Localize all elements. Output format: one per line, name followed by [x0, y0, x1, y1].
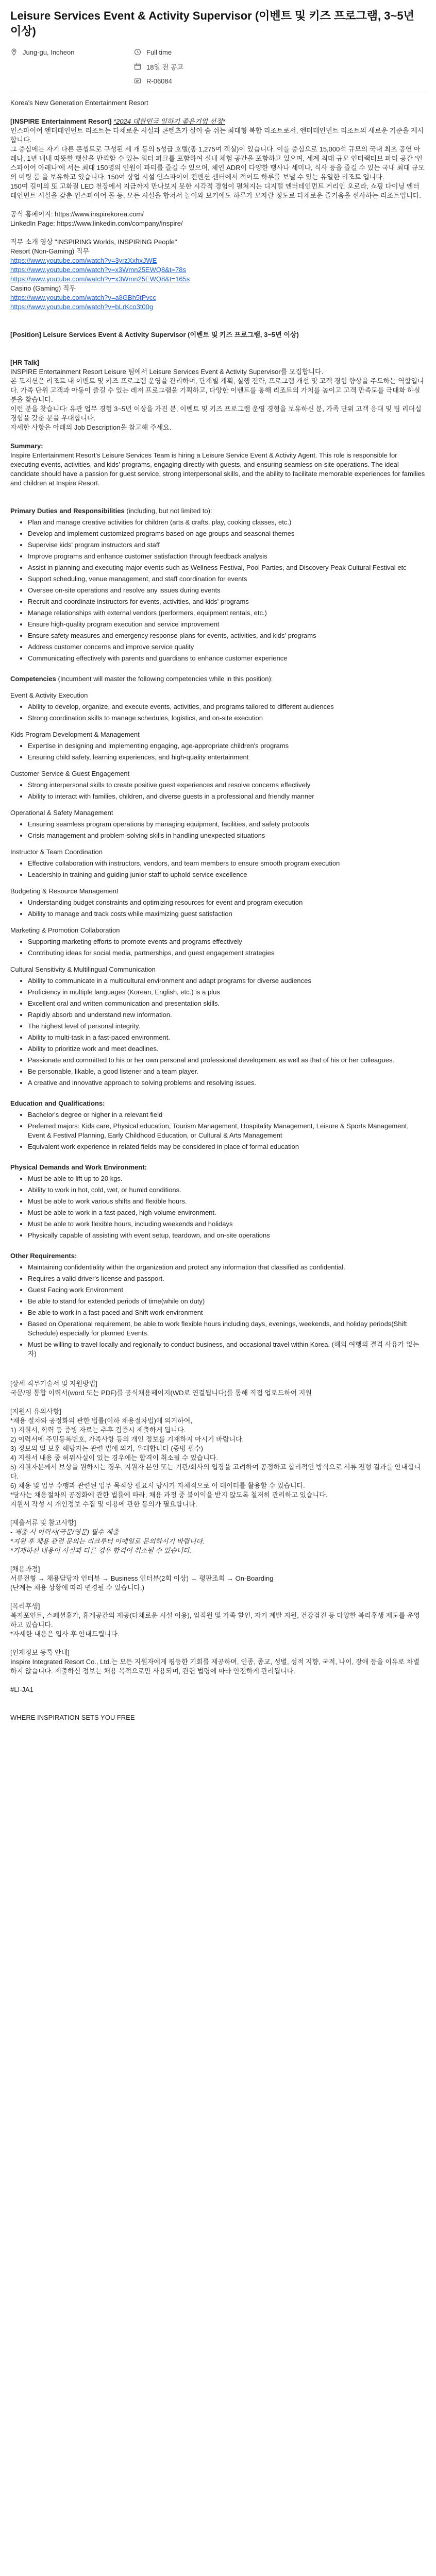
competency-groups: [10, 691, 426, 1088]
duty-item: • Plan and manage creative activities for children (arts & crafts, play, cooking classes, etc.): [28, 518, 426, 527]
posted-text: 18일 전 공고: [146, 63, 183, 71]
duties-heading-bold: Primary Duties and Responsibilities: [10, 507, 125, 515]
duty-item: • Recruit and coordinate instructors for events, activities, and kids' programs: [28, 597, 426, 606]
physical-list: [10, 1174, 426, 1240]
summary-heading: Summary:: [10, 442, 43, 450]
inspire-heading-award: *2024 대한민국 일하기 좋은기업 선정*: [113, 117, 225, 125]
employment-type-row: [134, 47, 183, 57]
duty-item: • Ensure safety measures and emergency response plans for events, activities, and kids' programs: [28, 631, 426, 640]
competency-item: • Excellent oral and written communication and presentation skills.: [28, 999, 426, 1008]
competency-item: • Crisis management and problem-solving skills in handling unexpected situations: [28, 831, 426, 840]
duty-item: • Develop and implement customized programs based on age groups and seasonal themes: [28, 529, 426, 538]
competency-item: • Leadership in training and guiding junior staff to uphold service excellence: [28, 870, 426, 879]
education-heading: Education and Qualifications:: [10, 1099, 105, 1107]
casino-video-link[interactable]: https://www.youtube.com/watch?v=a8GBh5tPvcc: [10, 294, 156, 301]
process-heading: [채용과정]: [10, 1565, 40, 1573]
duty-item: • Communicating effectively with parents and guardians to enhance customer experience: [28, 654, 426, 663]
competency-item: • Supporting marketing efforts to promote events and programs effectively: [28, 937, 426, 946]
other-requirement-item: • Based on Operational requirement, be able to work flexible hours including days, evenings, weekends, and holiday periods(Shift Schedule) especially for planned Events.: [28, 1319, 426, 1338]
id-badge-icon: [134, 77, 141, 84]
other-requirement-item: • Guest Facing work Environment: [28, 1285, 426, 1295]
physical-item: • Ability to work in hot, cold, wet, or humid conditions.: [28, 1185, 426, 1195]
competency-item: • Passionate and committed to his or her own personal and professional development as well as that of his or her colleagues.: [28, 1056, 426, 1065]
education-list: [10, 1110, 426, 1151]
duties-list: [10, 518, 426, 663]
resort-label: Resort (Non-Gaming) 직무: [10, 247, 89, 255]
competency-item: • Expertise in designing and implementing engaging, age-appropriate children's programs: [28, 741, 426, 751]
documents-heading: [제출서류 및 참고사항]: [10, 1519, 76, 1527]
competency-item: • Ability to develop, organize, and execute events, activities, and programs tailored to different audiences: [28, 702, 426, 711]
competency-group-title: Cultural Sensitivity & Multilingual Communication: [10, 965, 156, 973]
competencies-heading-suffix: (Incumbent will master the following competencies while in this position):: [56, 675, 273, 683]
competency-list: [10, 976, 426, 1088]
posted-row: [134, 62, 183, 71]
competency-list: [10, 781, 426, 801]
competency-item: • Ability to communicate in a multicultural environment and adapt programs for diverse audiences: [28, 976, 426, 986]
competency-item: • Effective collaboration with instructors, vendors, and team members to ensure smooth program execution: [28, 859, 426, 868]
job-header: [0, 0, 436, 86]
benefits-body: 복지포인트, 스페셜휴가, 휴게공간의 제공(다채로운 시설 이용), 임직원 및 가족 할인, 자기 계발 지원, 건강검진 등 다양한 복리후생 제도를 운영하고 있습니다. *자세한 내용은 입사 후 안내드립니다.: [10, 1612, 420, 1638]
privacy-body: Inspire Integrated Resort Co., Ltd.는 모든 지원자에게 평등한 기회를 제공하며, 인종, 종교, 성별, 성적 지향, 국적, 나이, 장애 등을 이유로 차별하지 않습니다. 제출하신 정보는 채용 목적으로만 사용되며, 관련 법령에 따라 안전하게 관리됩니다.: [10, 1658, 420, 1675]
physical-item: • Must be able to work various shifts and flexible hours.: [28, 1197, 426, 1206]
footer-slogan: WHERE INSPIRATION SETS YOU FREE: [10, 1714, 135, 1721]
duty-item: • Manage relationships with external vendors (performers, equipment rentals, etc.): [28, 608, 426, 618]
physical-item: • Must be able to work in a fast-paced, high-volume environment.: [28, 1208, 426, 1217]
other-requirement-item: • Be able to stand for extended periods of time(while on duty): [28, 1297, 426, 1306]
duty-item: • Supervise kids' program instructors and staff: [28, 540, 426, 550]
other-heading: Other Requirements:: [10, 1252, 77, 1260]
inspire-body: 인스파이어 엔터테인먼트 리조트는 다채로운 시설과 콘텐츠가 살아 숨 쉬는 최대형 복합 리조트로서, 엔터테인먼트 리조트의 새로운 기준을 제시합니다. 그 중심에는 자기 다른 콘셉트로 구성된 세 개 동의 5성급 호텔(총 1,275여 객실)이 있습니다. 이를 중심으로 15,000석 규모의 국내 최초 공연 아레나, 1년 내내 따뜻한 햇살을 만끽할 수 있는 워터 파크를 포함하여 실내 체험 공간을 포함하고 있으며, 세계 최대 규모 인터랙티브 파티 공간 '인스파이어 아레나'에 서는 최대 150명의 인원이 파티를 즐길 수 있으며, 체인 ADR이 다양한 행사나 세미나, 식사 등을 즐길 수 있는 국내 최대 규모의 미팅 룸 을 보유하고 있습니다. 150여 상업 시설 인스파이어 컨벤션 센터에서 적어도 하루를 보낼 수 있는 유일한 리조트 입니다.: [10, 127, 425, 181]
physical-item: • Must be able to lift up to 20 kgs.: [28, 1174, 426, 1183]
competency-group-title: Event & Activity Execution: [10, 691, 88, 699]
competency-item: • Ensuring child safety, learning experiences, and high-quality entertainment: [28, 753, 426, 762]
apply-heading: [상세 직무기술서 및 지원방법]: [10, 1380, 97, 1387]
duty-item: • Support scheduling, venue management, and staff coordination for events: [28, 574, 426, 584]
notice-body: *채용 절차와 공정화의 관한 법률(이하 채용절차법)에 의거하여, 1) 지원서, 학력 등 증빙 자료는 추후 검증시 제출하게 됩니다. 2) 이력서에 주민등록번호, 가족사항 등의 개인 정보를 기재하지 마시기 바랍니다. 3) 정보의 및 보훈 해당자는 관련 법에 의거, 우대합니다 (증빙 필수) 4) 지원서 내용 중 허위사실이 있는 경우에는 합격이 취소될 수 있습니다. 5) 지원자분께서 보상을 원하시는 경우, 지원자 본인 또는 기관/회사의 입장을 고려하여 공정하고 합리적인 방식으로 서류 전형 결과를 안내합니다. 6) 채용 및 업무 수행과 관련된 업무 목적상 필요시 당사가 자체적으로 이 데이터를 활용할 수 있습니다. *당사는 채용절차의 공정화에 관한 법률에 따라, 채용 과정 중 불이익을 받지 않도록 철저히 관리하고 있습니다. 지원서 작성 시 개인정보 수집 및 이용에 관한 동의가 필요합니다.: [10, 1417, 421, 1508]
duties-heading: [10, 506, 426, 516]
competency-list: [10, 859, 426, 879]
process-body: 서류전형 → 채용담당자 인터뷰 → Business 인터뷰(2회 이상) → 평판조회 → On-Boarding (단계는 채용 상황에 따라 변경될 수 있습니다.): [10, 1574, 274, 1591]
employment-type-text: Full time: [146, 48, 172, 56]
competency-list: [10, 898, 426, 919]
physical-item: • Physically capable of assisting with event setup, teardown, and on-site operations: [28, 1231, 426, 1240]
hr-talk-body: INSPIRE Entertainment Resort Leisure 팀에서 Leisure Services Event & Activity Supervisor를 모집합니다. 본 포지션은 리조트 내 이벤트 및 키즈 프로그램 운영을 관리하며, 단계별 계획, 실행 전략, 프로그램 개선 및 고객 경험 향상을 주도하는 역할입니다. 가족 단위 고객과 아동이 즐길 수 있는 레저 프로그램을 기획하고, 다양한 이벤트를 통해 리조트의 가치를 높이고 고객 만족도를 극대화 하실 분을 찾습니다. 이런 분을 찾습니다: 유관 업무 경험 3~5년 이상을 가진 분, 이벤트 및 키즈 프로그램 운영 경험을 보유하신 분, 가족 단위 고객 응대 및 팀 리더십 경험을 갖춘 분을 우대합니다. 자세한 사항은 아래의 Job Description을 참고해 주세요.: [10, 368, 424, 431]
competencies-heading-bold: Competencies: [10, 675, 56, 683]
homepage-link[interactable]: 공식 홈페이지: https://www.inspirekorea.com/: [10, 210, 144, 218]
competency-group-title: Marketing & Promotion Collaboration: [10, 926, 120, 934]
other-requirement-item: • Must be willing to travel locally and regionally to conduct business, and occasional travel within Korea. (해외 여행의 결격 사유가 없는 자): [28, 1340, 426, 1359]
competency-list: [10, 937, 426, 958]
hashtag: #LI-JA1: [10, 1686, 33, 1693]
other-requirement-item: • Requires a valid driver's license and passport.: [28, 1274, 426, 1283]
clock-icon: [134, 48, 141, 56]
location-text: Jung-gu, Incheon: [23, 48, 75, 56]
meta-column-left: [10, 47, 134, 86]
job-title: Leisure Services Event & Activity Supervisor (이벤트 및 키즈 프로그램, 3~5년 이상): [10, 9, 414, 38]
physical-heading: Physical Demands and Work Environment:: [10, 1163, 147, 1171]
education-item: • Equivalent work experience in related fields may be considered in place of formal education: [28, 1142, 426, 1151]
physical-item: • Must be able to work flexible hours, including weekends and holidays: [28, 1219, 426, 1229]
hr-talk-heading: [HR Talk]: [10, 359, 40, 366]
competency-item: • Ability to interact with families, children, and diverse guests in a professional and friendly manner: [28, 792, 426, 801]
competency-item: • Proficiency in multiple languages (Korean, English, etc.) is a plus: [28, 988, 426, 997]
summary-body: Inspire Entertainment Resort's Leisure Services Team is hiring a Leisure Service Event & Activity Agent. This role is responsible for executing events, activities, and kids' programs, engaging directly with guests, and ensuring seamless on-site operations. The ideal candidate should have a passion for guest service, strong interpersonal skills, and the ability to facilitate memorable experiences for families and children at Inspire Resort.: [10, 451, 427, 487]
duty-item: • Ensure high-quality program execution and service improvement: [28, 620, 426, 629]
education-item: • Preferred majors: Kids care, Physical education, Tourism Management, Hospitality Management, Leisure & Sports Management, Event & Festival Planning, Early Childhood Education, or Cultural & Arts Management: [28, 1122, 426, 1140]
competencies-heading: [10, 674, 426, 684]
duties-heading-suffix: (including, but not limited to):: [124, 507, 212, 515]
competency-group-title: Customer Service & Guest Engagement: [10, 770, 130, 777]
video-intro-label: 직무 소개 영상 "INSPIRING Worlds, INSPIRING People": [10, 238, 177, 246]
competency-group-title: Budgeting & Resource Management: [10, 887, 119, 895]
competency-item: • Ability to prioritize work and meet deadlines.: [28, 1044, 426, 1054]
competency-item: • Ability to manage and track costs while maximizing guest satisfaction: [28, 909, 426, 919]
duty-item: • Address customer concerns and improve service quality: [28, 642, 426, 652]
req-id-text: R-06084: [146, 77, 172, 85]
competency-list: [10, 741, 426, 762]
duty-item: • Oversee on-site operations and resolve any issues during events: [28, 586, 426, 595]
competency-group-title: Kids Program Development & Management: [10, 731, 140, 738]
competency-list: [10, 702, 426, 723]
education-item: • Bachelor's degree or higher in a relevant field: [28, 1110, 426, 1120]
other-requirement-item: • Maintaining confidentiality within the organization and protect any information that classified as confidential.: [28, 1263, 426, 1272]
other-list: [10, 1263, 426, 1359]
casino-label: Casino (Gaming) 직무: [10, 284, 76, 292]
meta-column-right: [134, 47, 183, 86]
casino-video-link[interactable]: https://www.youtube.com/watch?v=bLrKco3t00g: [10, 303, 154, 311]
competency-item: • Rapidly absorb and understand new information.: [28, 1010, 426, 1020]
req-id-row: [134, 76, 183, 86]
company-tagline: Korea's New Generation Entertainment Resort: [10, 99, 148, 107]
inspire-heading: [10, 117, 426, 126]
documents-body: - 제출 시 이력서(국문/영문) 필수 제출 *지원 후 채용 관련 문의는 리크루터 이메일로 문의하시기 바랍니다. *기재하신 내용이 사실과 다른 경우 합격이 취소될 수 있습니다.: [10, 1528, 205, 1554]
linkedin-link[interactable]: LinkedIn Page: https://www.linkedin.com/company/inspire/: [10, 219, 183, 227]
location-row: [10, 47, 134, 57]
competency-item: • Contributing ideas for social media, partnerships, and guest engagement strategies: [28, 948, 426, 958]
competency-item: • Ensuring seamless program operations by managing equipment, facilities, and safety protocols: [28, 820, 426, 829]
resort-video-link[interactable]: https://www.youtube.com/watch?v=x3Wmn25EWQ8&t=78s: [10, 266, 187, 274]
calendar-icon: [134, 63, 141, 70]
inspire-body-2: 150여 길이의 또 고화질 LED 천장에서 지금까지 만나보지 못한 시각적 경험이 펼쳐지는 디지털 엔터테인먼트 거리인 오로라, 쇼핑 다이닝 엔터테인먼트 시설을 갖춘 인스파이어 몰 등, 모든 시설을 합쳐서 놀이와 보기에도 하루가 모자랄 정도로 다채로운 즐거움을 선사하는 리조트입니다.: [10, 182, 421, 199]
competency-item: • The highest level of personal integrity.: [28, 1022, 426, 1031]
job-meta: [10, 47, 426, 86]
inspire-heading-bold: [INSPIRE Entertainment Resort]: [10, 117, 112, 125]
location-pin-icon: [10, 48, 18, 56]
resort-video-link[interactable]: https://www.youtube.com/watch?v=x3Wmn25EWQ8&t=165s: [10, 275, 190, 283]
competency-item: • Understanding budget constraints and optimizing resources for event and program execution: [28, 898, 426, 907]
privacy-heading: [인재정보 등록 안내]: [10, 1649, 70, 1656]
duty-item: • Improve programs and enhance customer satisfaction through feedback analysis: [28, 552, 426, 561]
job-description: [0, 98, 436, 1722]
competency-list: [10, 820, 426, 840]
competency-item: • Strong coordination skills to manage schedules, logistics, and on-site execution: [28, 714, 426, 723]
notice-heading: [지원시 유의사항]: [10, 1408, 61, 1415]
competency-item: • Be personable, likable, a good listener and a team player.: [28, 1067, 426, 1076]
competency-item: • Ability to multi-task in a fast-paced environment.: [28, 1033, 426, 1042]
competency-group-title: Operational & Safety Management: [10, 809, 113, 817]
competency-item: • Strong interpersonal skills to create positive guest experiences and resolve concerns effectively: [28, 781, 426, 790]
duty-item: • Assist in planning and executing major events such as Wellness Festival, Pool Parties, and Discovery Peak Cultural Festival etc: [28, 563, 426, 572]
competency-group-title: Instructor & Team Coordination: [10, 848, 103, 856]
other-requirement-item: • Be able to work in a fast-paced and Shift work environment: [28, 1308, 426, 1317]
benefits-heading: [복리후생]: [10, 1602, 40, 1610]
resort-video-link[interactable]: https://www.youtube.com/watch?v=3yrzXxhxJWE: [10, 257, 157, 264]
position-heading: [Position] Leisure Services Event & Activity Supervisor (이벤트 및 키즈 프로그램, 3~5년 이상): [10, 331, 299, 338]
apply-body: 국문/영 통합 이력서(word 또는 PDF)를 공식채용페이지(WD로 연결됩니다)를 통해 직접 업로드하여 지원: [10, 1389, 312, 1397]
competency-item: • A creative and innovative approach to solving problems and resolving issues.: [28, 1078, 426, 1088]
